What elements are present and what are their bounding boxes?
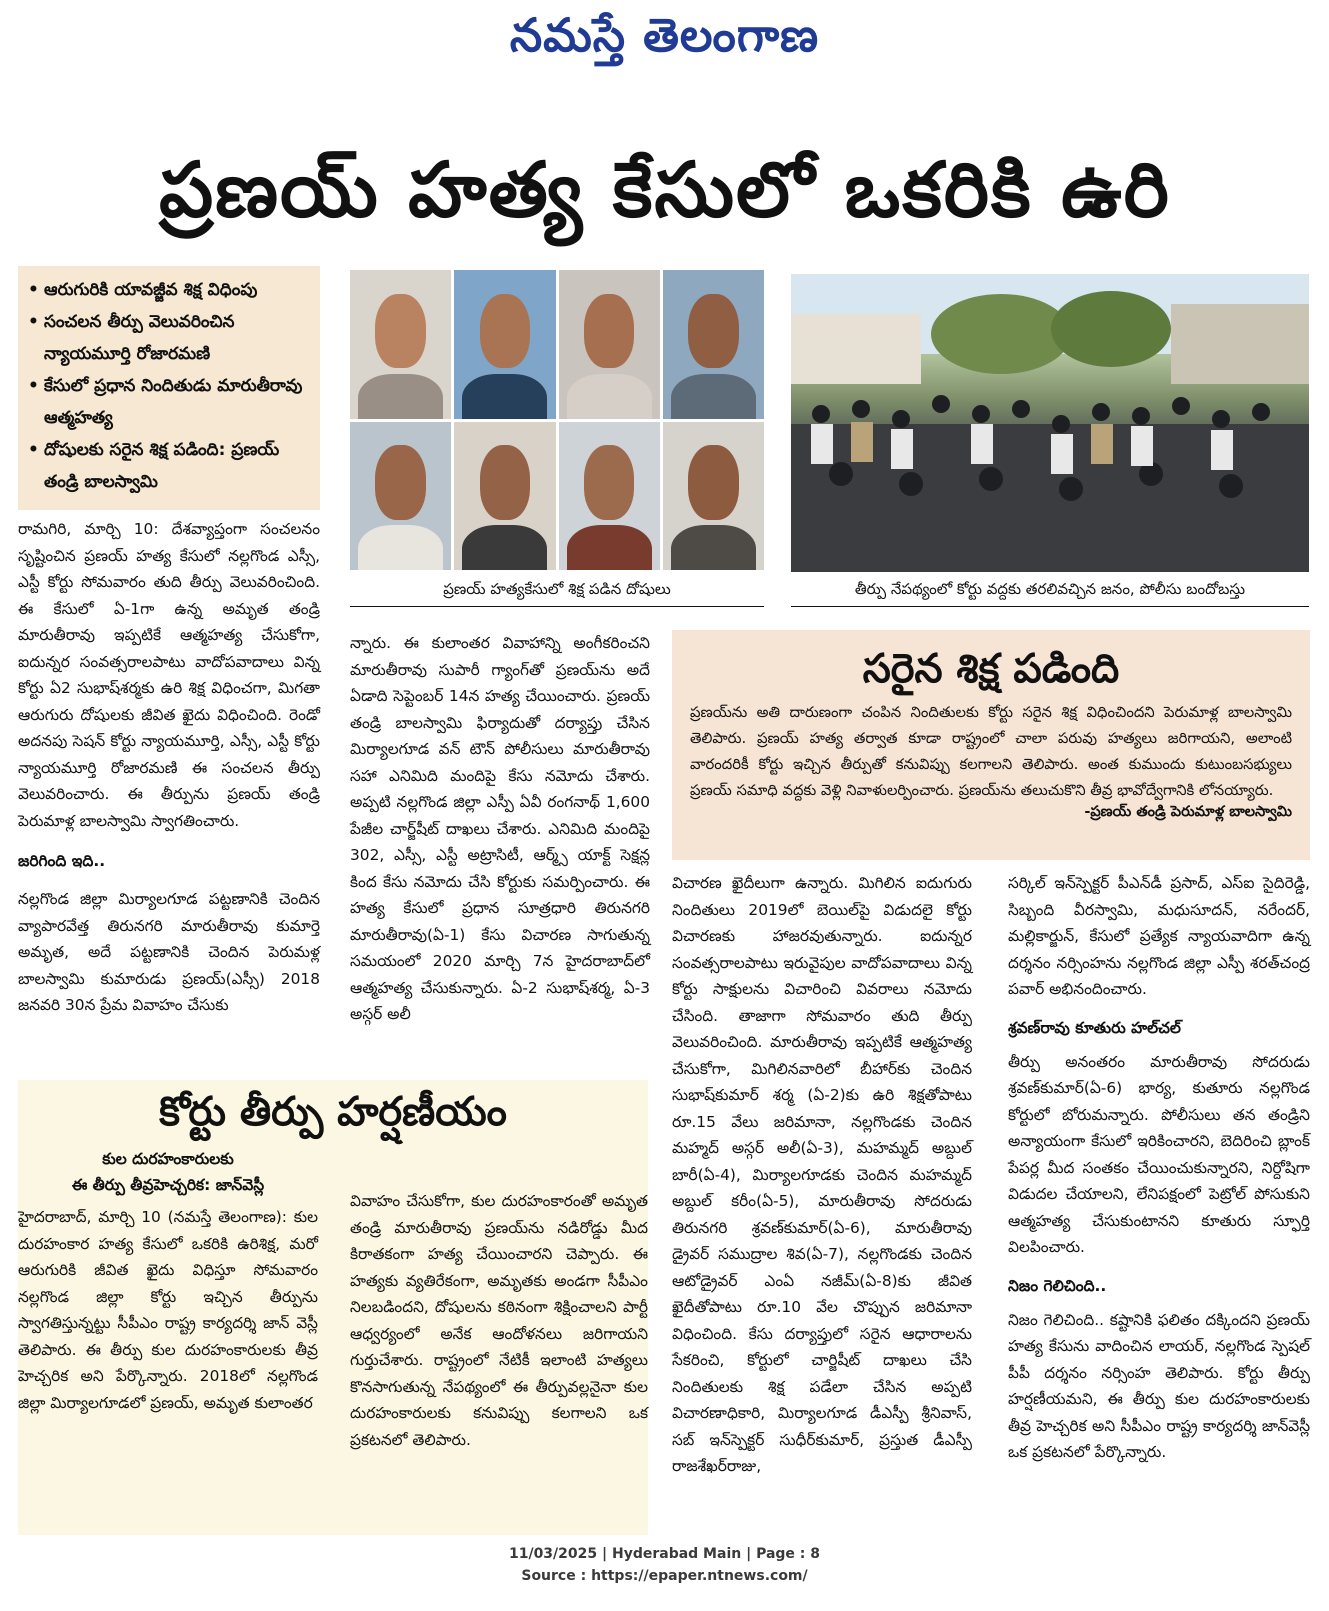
article-paragraph: విచారణ ఖైదీలుగా ఉన్నారు. మిగిలిన ఐదుగురు నిందితులు 2019లో బెయిల్‌పై విడుదలై కోర్టు విచారణకు హాజరవుతున్నారు. ఐదున్నర సంవత్సరాలపాటు ఇరువైపుల వాదోపవాదాలు విన్న కోర్టు సాక్షులను విచారించి వివరాలు నమోదు చేసింది. తాజాగా సోమవారం తుది తీర్పు వెలువరించింది. మారుతీరావు ఇప్పటికే ఆత్మహత్య చేసుకోగా, మిగిలినవారిలో బీహార్‌కు చెందిన సుభాష్‌కుమార్ శర్మ (ఏ-2)కు ఉరి శిక్షతోపాటు రూ.15 వేలు జరిమానా, నల్లగొండకు చెందిన మహ్మద్ అస్గర్ అలీ(ఏ-3), మహమ్మద్ అబ్దుల్ బారీ(ఏ-4), మిర్యాలగూడకు చెందిన మహమ్మద్ అబ్దుల్ కరీం(ఏ-5), మారుతీరావు సోదరుడు తిరునగరి శ్రవణ్‌కుమార్(ఏ-6), మారుతీరావు డ్రైవర్ సముద్రాల శివ(ఏ-7), నల్లగొండకు చెందిన ఆటోడ్రైవర్ ఎంఏ నజీమ్(ఏ-8)కు జీవిత ఖైదీతోపాటు రూ.10 వేల చొప్పున జరిమానా విధించింది. కేసు దర్యాప్తులో సరైన ఆధారాలను సేకరించి, కోర్టులో చార్జిషీట్ దాఖలు చేసి నిందితులకు శిక్ష పడేలా చేసిన అప్పటి విచారణాధికారి, మిర్యాలగూడ డీఎస్పీ శ్రీనివాస్, సబ్ ఇన్‌స్పెక్టర్ సుధీర్‌కుమార్, ప్రస్తుత డీఎస్పీ రాజశేఖర్‌రాజు,: [672, 874, 972, 1475]
convict-photo: [663, 422, 764, 571]
court-subhead: కుల దురహంకారులకు: [102, 1150, 234, 1168]
newspaper-masthead: నమస్తే తెలంగాణ: [509, 8, 820, 62]
convict-photo: [350, 270, 451, 419]
main-headline: ప్రణయ్ హత్య కేసులో ఒకరికి ఉరి: [159, 145, 1171, 234]
convict-photo: [559, 270, 660, 419]
convict-photo: [454, 422, 555, 571]
court-subhead: ఈ తీర్పు తీవ్రహెచ్చరిక: జాన్‌వెస్లీ: [71, 1176, 265, 1194]
highlight-item: • సంచలన తీర్పు వెలువరించిన న్యాయమూర్తి రోజారమణి: [28, 306, 310, 370]
crowd-photo-caption: తీర్పు నేపథ్యంలో కోర్టు వద్దకు తరలివచ్చిన జనం, పోలీసు బందోబస్తు: [791, 580, 1309, 607]
article-column-3: [672, 870, 972, 1480]
court-box-column-1: [18, 1146, 318, 1416]
footer-edition-line: 11/03/2025 | Hyderabad Main | Page : 8: [508, 1546, 821, 1562]
article-column-2: [350, 630, 650, 1028]
crowd-illustration: [791, 274, 1309, 572]
convict-photo: [663, 270, 764, 419]
article-paragraph: రామగిరి, మార్చి 10: దేశవ్యాప్తంగా సంచలనం సృష్టించిన ప్రణయ్ హత్య కేసులో నల్లగొండ ఎస్సీ, ఎస్టీ కోర్టు సోమవారం తుది తీర్పు వెలువరించింది. ఈ కేసులో ఏ-1గా ఉన్న అమృత తండ్రి మారుతీరావు ఇప్పటికే ఆత్మహత్య చేసుకోగా, ఐదున్నర సంవత్సరాలపాటు వాదోపవాదాలు విన్న కోర్టు ఏ2 సుభాష్‌శర్మకు ఉరి శిక్ష విధించగా, మిగతా ఆరుగురు దోషులకు జీవిత ఖైదు విధించింది. రెండో అదనపు సెషన్ కోర్టు న్యాయమూర్తి, ఎస్సీ, ఎస్టీ కోర్టు న్యాయమూర్తి రోజారమణి ఈ సంచలన తీర్పు వెలువరించారు. ఈ తీర్పును ప్రణయ్ తండ్రి పెరుమాళ్ల బాలస్వామి స్వాగతించారు.: [18, 520, 320, 830]
sidebar-body: ప్రణయ్‌ను అతి దారుణంగా చంపిన నిందితులకు కోర్టు సరైన శిక్ష విధించిందని పెరుమాళ్ల బాలస్వామి తెలిపారు. ప్రణయ్ హత్య తర్వాత కూడా రాష్ట్రంలో చాలా పరువు హత్యలు జరిగాయని, అలాంటి వారందరికీ కోర్టు ఇచ్చిన తీర్పుతో కనువిప్పు కలగాలని తెలిపారు. అంత కుముందు కుటుంబసభ్యులు ప్రణయ్ సమాధి వద్దకు వెళ్లి నివాళులర్పించారు. ప్రణయ్‌ను తలుచుకొని తీవ్ర భావోద్వేగానికి లోనయ్యారు.: [690, 704, 1292, 799]
article-subhead: జరిగింది ఇది..: [18, 852, 106, 870]
highlights-box: [18, 266, 320, 510]
highlight-item: • కేసులో ప్రధాన నిందితుడు మారుతీరావు ఆత్మహత్య: [28, 370, 310, 434]
page-footer: [0, 1543, 1329, 1587]
court-paragraph: హైదరాబాద్, మార్చి 10 (నమస్తే తెలంగాణ): కుల దురహంకార హత్య కేసులో ఒకరికి ఉరిశిక్ష, మరో ఆరుగురికి జీవిత ఖైదు విధిస్తూ సోమవారం నల్లగొండ జిల్లా కోర్టు ఇచ్చిన తీర్పును స్వాగతిస్తున్నట్టు సీపీఎం రాష్ట్ర కార్యదర్శి జాన్ వెస్లీ తెలిపారు. ఈ తీర్పు కుల దురహంకారులకు తీవ్ర హెచ్చరిక అని పేర్కొన్నారు. 2018లో నల్లగొండ జిల్లా మిర్యాలగూడలో ప్రణయ్, అమృత కులాంతర: [18, 1208, 318, 1412]
court-verdict-box: [18, 1080, 648, 1535]
highlight-item: • ఆరుగురికి యావజ్జీవ శిక్ష విధింపు: [28, 274, 310, 306]
court-paragraph: వివాహం చేసుకోగా, కుల దురహంకారంతో అమృత తండ్రి మారుతీరావు ప్రణయ్‌ను నడిరోడ్డు మీద కిరాతకంగా హత్య చేయించారని చెప్పారు. ఈ హత్యకు వ్యతిరేకంగా, అమృతకు అండగా సీపీఎం నిలబడిందని, దోషులను కఠినంగా శిక్షించాలని పార్టీ ఆధ్వర్యంలో అనేక ఆందోళనలు జరిగాయని గుర్తుచేశారు. రాష్ట్రంలో నేటికీ ఇలాంటి హత్యలు కొనసాగుతున్న నేపథ్యంలో ఈ తీర్పువల్లనైనా కుల దురహంకారులకు కనువిప్పు కలగాలని ఒక ప్రకటనలో తెలిపారు.: [350, 1192, 648, 1449]
article-paragraph: సర్కిల్ ఇన్‌స్పెక్టర్ పీఎన్‌డీ ప్రసాద్, ఎస్ఐ సైదిరెడ్డి, సిబ్బంది వీరస్వామి, మధుసూదన్, నరేందర్, మల్లికార్జున్, కేసులో ప్రత్యేక న్యాయవాదిగా ఉన్న దర్శనం నర్సింహను నల్లగొండ జిల్లా ఎస్పీ శరత్‌చంద్ర పవార్ అభినందించారు.: [1008, 874, 1310, 998]
article-paragraph: నిజం గెలిచింది.. కష్టానికి ఫలితం దక్కిందని ప్రణయ్ హత్య కేసును వాదించిన లాయర్, నల్లగొండ స్పెషల్ పీపీ దర్శనం నర్సింహ తెలిపారు. కోర్టు తీర్పు హర్షణీయమని, ఈ తీర్పు కుల దురహంకారులకు తీవ్ర హెచ్చరిక అని సీపీఎం రాష్ట్ర కార్యదర్శి జాన్‌వెస్లీ ఒక ప్రకటనలో పేర్కొన్నారు.: [1008, 1310, 1310, 1461]
article-paragraph: న్నారు. ఈ కులాంతర వివాహాన్ని అంగీకరించని మారుతీరావు సుపారీ గ్యాంగ్‌తో ప్రణయ్‌ను అదే ఏడాది సెప్టెంబర్ 14న హత్య చేయించారు. ప్రణయ్ తండ్రి బాలస్వామి ఫిర్యాదుతో దర్యాప్తు చేసిన మిర్యాలగూడ వన్ టౌన్ పోలీసులు మారుతీరావు సహా ఎనిమిది మందిపై కేసు నమోదు చేశారు. అప్పటి నల్లగొండ జిల్లా ఎస్పీ ఏవీ రంగనాథ్ 1,600 పేజీల చార్జ్‌షీట్ దాఖలు చేశారు. ఎనిమిది మందిపై 302, ఎస్సీ, ఎస్టీ అట్రాసిటీ, ఆర్మ్స్ యాక్ట్ సెక్షన్ల కింద కేసు నమోదు చేసి కోర్టుకు సమర్పించారు. ఈ హత్య కేసులో ప్రధాన సూత్రధారి తిరునగరి మారుతీరావు(ఏ-1) కేసు విచారణ సాగుతున్న సమయంలో 2020 మార్చి 7న హైదరాబాద్‌లో ఆత్మహత్య చేసుకున్నారు. ఏ-2 సుభాష్‌శర్మ, ఏ-3 అస్గర్ అలీ: [350, 634, 650, 1023]
article-column-4: [1008, 870, 1310, 1466]
footer-source-line: Source : https://epaper.ntnews.com/: [521, 1568, 808, 1584]
convict-photo: [454, 270, 555, 419]
article-subhead: నిజం గెలిచింది..: [1008, 1276, 1107, 1295]
article-paragraph: నల్లగొండ జిల్లా మిర్యాలగూడ పట్టణానికి చెందిన వ్యాపారవేత్త తిరునగరి మారుతీరావు కుమార్తె అమృత, అదే పట్టణానికి చెందిన పెరుమళ్ల బాలస్వామి కుమారుడు ప్రణయ్(ఎస్సీ) 2018 జనవరి 30న ప్రేమ వివాహం చేసుకు: [18, 890, 320, 1014]
court-box-column-2: [350, 1188, 648, 1453]
convicts-photo-caption: ప్రణయ్ హత్యకేసులో శిక్ష పడిన దోషులు: [350, 580, 764, 607]
court-box-title: కోర్టు తీర్పు హర్షణీయం: [159, 1089, 507, 1135]
sidebar-attribution: -ప్రణయ్ తండ్రి పెరుమాళ్ల బాలస్వామి: [1084, 804, 1292, 820]
court-crowd-photo: [791, 274, 1309, 572]
sidebar-title: సరైన శిక్ష పడింది: [862, 646, 1120, 692]
highlight-item: • దోషులకు సరైన శిక్ష పడింది: ప్రణయ్ తండ్రి బాలస్వామి: [28, 434, 310, 498]
article-paragraph: తీర్పు అనంతరం మారుతీరావు సోదరుడు శ్రవణ్‌కుమార్(ఏ-6) భార్య, కుతూరు నల్లగొండ కోర్టులో బోరుమన్నారు. పోలీసులు తన తండ్రిని అన్యాయంగా కేసులో ఇరికించారని, బెదిరించి బ్లాంక్ పేపర్ల మీద సంతకం చేయించుకున్నారని, నిర్దోషిగా విడుదల చేయాలని, లేనిపక్షంలో పెట్రోల్ పోసుకుని ఆత్మహత్య చేసుకుంటానని కూతురు స్ఫూర్తి విలపించారు.: [1008, 1052, 1310, 1256]
convicts-photo-grid: [350, 270, 764, 570]
convict-photo: [350, 422, 451, 571]
convict-photo: [559, 422, 660, 571]
article-subhead: శ్రవణ్‌రావు కూతురు హల్‌చల్: [1008, 1018, 1181, 1037]
father-quote-box: [672, 630, 1310, 860]
article-column-1: [18, 516, 320, 1019]
